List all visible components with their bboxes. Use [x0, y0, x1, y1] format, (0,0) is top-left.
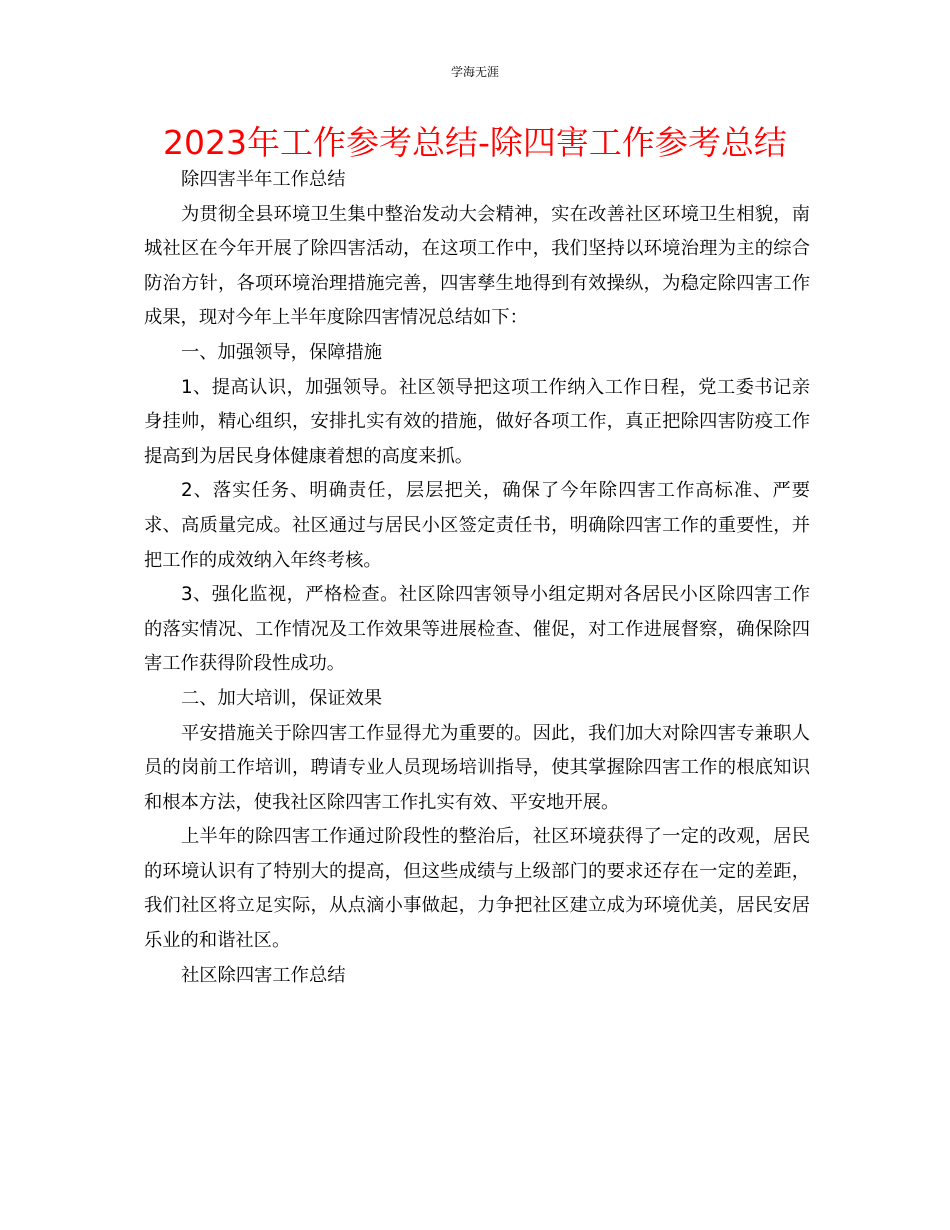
document-body [144, 163, 810, 993]
body-paragraph: 3、强化监视，严格检查。社区除四害领导小组定期对各居民小区除四害工作的落实情况、工作情况及工作效果等进展检查、催促，对工作进展督察，确保除四害工作获得阶段性成功。 [144, 584, 810, 675]
page-header: 学海无涯 [450, 65, 499, 79]
body-paragraph: 平安措施关于除四害工作显得尤为重要的。因此，我们加大对除四害专兼职人员的岗前工作培训，聘请专业人员现场培训指导，使其掌握除四害工作的根底知识和根本方法，使我社区除四害工作扎实有效、平安地开展。 [144, 722, 810, 813]
body-paragraph: 2、落实任务、明确责任，层层把关，确保了今年除四害工作高标准、严要求、高质量完成。社区通过与居民小区签定责任书，明确除四害工作的重要性，并把工作的成效纳入年终考核。 [144, 480, 810, 571]
intro-paragraph: 为贯彻全县环境卫生集中整治发动大会精神，实在改善社区环境卫生相貌，南城社区在今年开展了除四害活动，在这项工作中，我们坚持以环境治理为主的综合防治方针，各项环境治理措施完善，四害孳生地得到有效操纵，为稳定除四害工作成果，现对今年上半年度除四害情况总结如下： [144, 203, 810, 329]
section-heading: 一、加强领导，保障措施 [181, 341, 383, 363]
body-paragraph: 上半年的除四害工作通过阶段性的整治后，社区环境获得了一定的改观，居民的环境认识有了特别大的提高，但这些成绩与上级部门的要求还存在一定的差距，我们社区将立足实际，从点滴小事做起，力争把社区建立成为环境优美，居民安居乐业的和谐社区。 [144, 826, 810, 952]
section-heading: 除四害半年工作总结 [181, 169, 346, 190]
section-heading: 社区除四害工作总结 [181, 964, 346, 986]
section-heading: 二、加大培训，保证效果 [181, 687, 383, 709]
document-title: 2023年工作参考总结-除四害工作参考总结 [163, 123, 787, 162]
body-paragraph: 1、提高认识，加强领导。社区领导把这项工作纳入工作日程，党工委书记亲身挂帅，精心组织，安排扎实有效的措施，做好各项工作，真正把除四害防疫工作提高到为居民身体健康着想的高度来抓。 [144, 376, 810, 467]
